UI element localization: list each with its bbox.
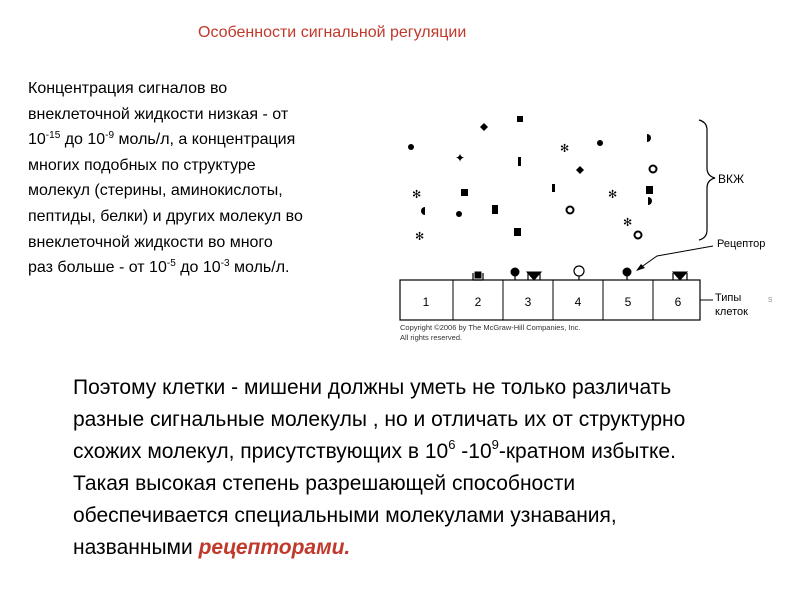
text-line: внеклеточной жидкости низкая - от	[28, 105, 289, 123]
stray-mark: s	[768, 294, 773, 304]
cell-number: 3	[524, 295, 532, 309]
receptor	[511, 268, 519, 276]
receptors-term: рецепторами.	[198, 536, 351, 559]
copyright-line: Copyright ©2006 by The McGraw-Hill Companies, Inc.	[400, 323, 581, 332]
cell-number: 1	[422, 295, 430, 309]
exponent: -5	[166, 258, 176, 270]
cell-types-label: Типы	[715, 292, 742, 304]
molecule: ✻	[623, 216, 633, 229]
receptor	[475, 272, 481, 278]
slide-title: Особенности сигнальной регуляции	[198, 24, 467, 41]
text-line: Концентрация сигналов во	[28, 80, 228, 97]
molecule	[646, 186, 653, 194]
cell-number: 2	[474, 295, 482, 309]
text-line: названными рецепторами.	[73, 536, 351, 559]
molecule	[480, 123, 488, 131]
receptor	[623, 268, 631, 276]
text-line: молекул (стерины, аминокислоты,	[28, 182, 283, 200]
molecule	[517, 116, 523, 122]
text-line: разные сигнальные молекулы , но и отличать их от структурно	[73, 408, 686, 431]
receptor-explanation-paragraph	[73, 372, 798, 564]
text-line: схожих молекул, присутствующих в $10^6$ $-10^9$-кратном избытке.	[73, 437, 676, 463]
molecule	[461, 189, 468, 196]
molecule	[421, 207, 425, 215]
molecule: ✻	[608, 188, 618, 201]
cell-row	[400, 280, 700, 320]
molecule	[635, 232, 642, 239]
exponent: -15	[45, 130, 61, 142]
molecule	[514, 228, 521, 236]
molecule: ✻	[412, 188, 422, 201]
text-line: внеклеточной жидкости во много	[28, 233, 273, 251]
cell-number: 6	[674, 295, 682, 309]
concentration-paragraph	[28, 76, 393, 281]
text-line: Такая высокая степень разрешающей способности	[73, 472, 576, 495]
vkzh-label: ВКЖ	[718, 172, 745, 186]
molecule	[456, 211, 462, 217]
receptors	[473, 266, 687, 280]
cell-number: 5	[624, 295, 632, 309]
receptor	[574, 266, 584, 276]
molecule	[648, 197, 652, 205]
molecule	[576, 166, 584, 174]
exponent: -9	[105, 130, 115, 142]
signal-molecules	[408, 116, 657, 243]
molecule	[647, 134, 651, 142]
text-line: $10^{-15}$ до $10^{-9}$ моль/л, а концентрация	[28, 130, 296, 149]
molecule: ✦	[455, 151, 466, 165]
text-line: раз больше - от $10^{-5}$ до $10^{-3}$ моль/л.	[28, 258, 290, 277]
exponent: -3	[220, 258, 230, 270]
molecule	[552, 184, 555, 192]
exponent: 9	[491, 437, 499, 452]
bracket-icon	[699, 120, 715, 240]
molecule	[597, 140, 603, 146]
receptor-diagram	[395, 110, 785, 350]
molecule	[408, 144, 414, 150]
text-line: Поэтому клетки - мишени должны уметь не только различать	[73, 376, 672, 399]
exponent: 6	[448, 437, 456, 452]
molecule	[518, 157, 521, 166]
receptor-label: Рецептор	[717, 238, 766, 250]
molecule	[567, 207, 574, 214]
cell-number: 4	[574, 295, 582, 309]
molecule	[492, 205, 498, 214]
copyright-line: All rights reserved.	[400, 333, 463, 342]
molecule: ✻	[415, 230, 425, 243]
molecule	[650, 166, 657, 173]
text-line: обеспечивается специальными молекулами узнавания,	[73, 504, 617, 527]
cell-types-label: клеток	[715, 306, 748, 318]
text-line: многих подобных по структуре	[28, 156, 256, 174]
molecule: ✻	[560, 142, 570, 155]
receptor-pointer-line	[640, 246, 713, 268]
receptor	[527, 272, 541, 280]
text-line: пептиды, белки) и других молекул во	[28, 207, 303, 225]
receptor	[673, 272, 687, 280]
